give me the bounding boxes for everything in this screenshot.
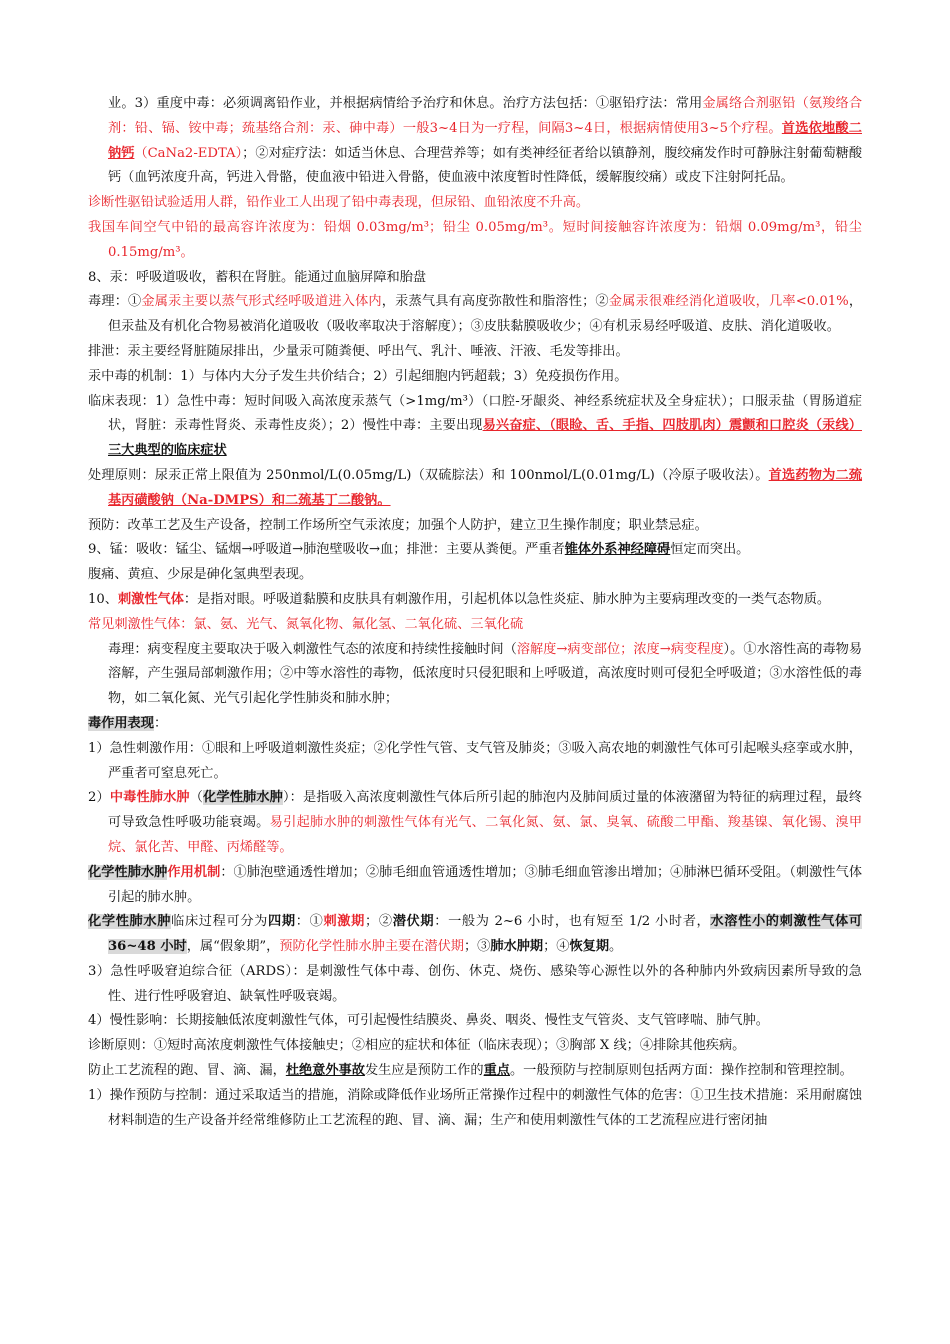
paragraph	[88, 910, 862, 960]
text-run: 处理原则：尿汞正常上限值为 250nmol/L(0.05mg/L)（双硫腙法）和 100nmol/L(0.01mg/L)（冷原子吸收法）。	[88, 467, 769, 483]
text-run: 毒理：病变程度主要取决于吸入刺激性气态的浓度和持续性接触时间（	[108, 641, 517, 657]
text-run: 溶解度→病变部位；浓度→病变程度	[516, 641, 724, 657]
text-run: 金属汞很难经消化道吸收，几率<0.01%	[608, 294, 849, 310]
text-run: 中毒性肺水肿	[109, 790, 190, 806]
paragraph	[88, 464, 862, 514]
text-run: 易兴奋症、（眼睑、舌、手指、四肢肌肉）震颤和口腔炎（汞线）	[482, 418, 862, 434]
paragraph	[88, 613, 862, 638]
text-run: 化学性肺水肿	[88, 914, 172, 930]
paragraph	[88, 1059, 862, 1084]
paragraph	[88, 712, 862, 737]
text-run: 常见刺激性气体：氯、氨、光气、氮氧化物、氟化氢、二氧化硫、三氧化硫	[88, 616, 524, 632]
text-run: （	[189, 790, 204, 806]
text-run: 2）	[88, 790, 110, 806]
text-run: ，但汞盐及有机化合物易被消化道吸收（吸收率取决于溶解度）；③皮肤黏膜吸收少；④有机汞易经呼吸道、皮肤、消化道吸收。	[108, 294, 863, 335]
text-run: 预防：改革工艺及生产设备，控制工作场所空气汞浓度；加强个人防护，建立卫生操作制度；职业禁忌症。	[88, 517, 708, 533]
paragraph	[88, 786, 862, 860]
text-run: 化学性肺水肿	[88, 864, 168, 880]
text-run: 诊断原则：①短时高浓度刺激性气体接触史；②相应的症状和体征（临床表现）；③胸部 X 线；④排除其他疾病。	[88, 1038, 746, 1054]
text-run: 毒理：①	[88, 294, 142, 310]
paragraph	[88, 1084, 862, 1134]
text-run: 汞中毒的机制：1）与体内大分子发生共价结合；2）引起细胞内钙超载；3）免疫损伤作用。	[88, 368, 628, 384]
text-run: 9、锰：吸收：锰尘、锰烟→呼吸道→肺泡壁吸收→血；排泄：主要从粪便。严重者	[88, 542, 565, 558]
text-run: 业。3）重度中毒：必须调离铅作业，并根据病情给予治疗和休息。治疗方法包括：①驱铅疗法：常用	[108, 96, 703, 111]
paragraph	[88, 92, 862, 191]
text-run: 毒作用表现	[88, 715, 154, 731]
paragraph	[88, 1009, 862, 1034]
text-run: 。	[609, 939, 623, 955]
text-run: 。一般预防与控制原则包括两方面：操作控制和管理控制。	[510, 1063, 853, 1079]
text-run: ，属“假象期”，	[186, 939, 280, 955]
text-run: 诊断性驱铅试验适用人群，铅作业工人出现了铅中毒表现，但尿铅、血铅浓度不升高。	[88, 195, 590, 211]
text-run: 刺激期	[323, 914, 365, 930]
paragraph	[88, 538, 862, 563]
paragraph	[88, 638, 862, 712]
paragraph	[88, 861, 862, 911]
text-run: 刺激性气体	[117, 591, 184, 607]
text-run: 发生应是预防工作的	[364, 1063, 484, 1079]
text-run: 10、	[88, 591, 118, 607]
paragraph	[88, 340, 862, 365]
paragraph	[88, 365, 862, 390]
paragraph	[88, 960, 862, 1010]
text-run: 潜伏期	[392, 914, 435, 930]
text-run: 临床过程可分为	[171, 914, 269, 930]
text-run: ：①	[295, 914, 324, 930]
text-run: 首选药物为二巯基丙磺酸钠（Na-DMPS）和二巯基丁二酸钠。	[108, 467, 863, 508]
text-run: 重点	[483, 1063, 510, 1079]
paragraph	[88, 588, 862, 613]
text-run: ；②对症疗法：如适当休息、合理营养等；如有类神经征者给以镇静剂，腹绞痛发作时可静脉注射葡萄糖酸钙（血钙浓度升高，钙进入骨骼，使血液中铅进入骨骼，使血液中浓度暂时性降低，缓解腹绞痛）或皮下注射阿托品。	[108, 145, 863, 186]
text-run: 锥体外系神经障碍	[564, 542, 671, 558]
paragraph	[88, 390, 862, 464]
text-run: ，汞蒸气具有高度弥散性和脂溶性；②	[381, 294, 609, 310]
text-run: ：一般为 2~6 小时，也有短至 1/2 小时者，	[434, 914, 711, 930]
document-page	[88, 92, 862, 1133]
paragraph	[88, 737, 862, 787]
text-run: 排泄：汞主要经肾脏随尿排出，少量汞可随粪便、呼出气、乳汁、唾液、汗液、毛发等排出。	[88, 343, 629, 359]
text-run: 水溶性小的刺激性气体可 36~48 小时	[108, 914, 863, 955]
text-run: 首选依地酸二钠钙	[108, 120, 862, 161]
paragraph	[88, 290, 862, 340]
text-run: 4）慢性影响：长期接触低浓度刺激性气体，可引起慢性结膜炎、鼻炎、咽炎、慢性支气管炎、支气管哮喘、肺气肿。	[88, 1013, 769, 1029]
text-run: ）：是指吸入高浓度刺激性气体后所引起的肺泡内及肺间质过量的体液潴留为特征的病理过程，最终可导致急性呼吸功能衰竭。	[108, 790, 863, 831]
text-run: ）。①水溶性高的毒物易溶解，产生强局部刺激作用；②中等水溶性的毒物，低浓度时只侵犯眼和上呼吸道，高浓度时则可侵犯全呼吸道；③水溶性低的毒物，如二氧化氮、光气引起化学性肺炎和肺水肿；	[108, 641, 863, 707]
text-run: 四期	[268, 914, 296, 930]
text-run: 金属络合剂驱铅（氨羧络合剂：铅、镉、铵中毒；巯基络合剂：汞、砷中毒）一般3~4日为一疗程，间隔3~4日，根据病情使用3~5个疗程。	[108, 96, 863, 136]
text-run: （CaNa2-EDTA）	[134, 145, 243, 161]
text-run: 预防化学性肺水肿主要在潜伏期	[279, 939, 464, 955]
text-run: 临床表现：1）急性中毒：短时间吸入高浓度汞蒸气（>1mg/m³）（口腔-牙龈炎、神经系统症状及全身症状）；口服汞盐（胃肠道症状，肾脏：汞毒性肾炎、汞毒性皮炎）；2）慢性中毒：主要出现	[88, 393, 862, 434]
paragraph	[88, 1034, 862, 1059]
text-run: ：①肺泡壁通透性增加；②肺毛细血管通透性增加；③肺毛细血管渗出增加；④肺淋巴循环受阻。（刺激性气体引起的肺水肿。	[108, 864, 863, 905]
text-run: 恒定而突出。	[670, 542, 750, 558]
paragraph	[88, 266, 862, 291]
text-run: 三大典型的临床症状	[108, 443, 227, 459]
text-run: 1）急性刺激作用：①眼和上呼吸道刺激性炎症；②化学性气管、支气管及肺炎；③吸入高农地的刺激性气体可引起喉头痉挛或水肿，严重者可窒息死亡。	[88, 740, 862, 781]
text-run: 1）操作预防与控制：通过采取适当的措施，消除或降低作业场所正常操作过程中的刺激性气体的危害：①卫生技术措施：采用耐腐蚀材料制造的生产设备并经常维修防止工艺流程的跑、冒、滴、漏；生产和使用刺激性气体的工艺流程应进行密闭抽	[88, 1087, 862, 1128]
text-run: 腹痛、黄疸、少尿是砷化氢典型表现。	[88, 567, 313, 583]
text-run: 化学性肺水肿	[203, 790, 283, 806]
text-run: ：是指对眼。呼吸道黏膜和皮肤具有刺激作用，引起机体以急性炎症、肺水肿为主要病理改变的一类气态物质。	[183, 591, 831, 607]
text-run: 肺水肿期	[490, 939, 544, 955]
text-run: 我国车间空气中铅的最高容许浓度为：铅烟 0.03mg/m³；铅尘 0.05mg/m³。短时间接触容许浓度为：铅烟 0.09mg/m³，铅尘 0.15mg/m³。	[88, 219, 862, 260]
text-run: ：	[153, 715, 168, 731]
text-run: 杜绝意外事故	[285, 1063, 365, 1079]
text-run: 恢复期	[569, 939, 610, 955]
text-run: 8、汞：呼吸道吸收，蓄积在肾脏。能通过血脑屏障和胎盘	[88, 269, 427, 285]
paragraph	[88, 563, 862, 588]
paragraph	[88, 514, 862, 539]
paragraph	[88, 191, 862, 216]
text-run: 3）急性呼吸窘迫综合征（ARDS）：是刺激性气体中毒、创伤、休克、烧伤、感染等心源性以外的各种肺内外致病因素所导致的急性、进行性呼吸窘迫、缺氧性呼吸衰竭。	[88, 963, 862, 1004]
text-run: 防止工艺流程的跑、冒、滴、漏，	[88, 1063, 286, 1079]
text-run: ；②	[364, 914, 393, 930]
text-run: 易引起肺水肿的刺激性气体有光气、二氧化氮、氨、氯、臭氧、硫酸二甲酯、羧基镍、氧化锡、溴甲烷、氯化苦、甲醛、丙烯醛等。	[108, 815, 863, 855]
text-run: ；④	[543, 939, 570, 955]
text-run: 作用机制	[167, 864, 221, 880]
paragraph	[88, 216, 862, 266]
text-run: ；③	[463, 939, 491, 955]
text-run: 金属汞主要以蒸气形式经呼吸道进入体内	[141, 294, 382, 310]
